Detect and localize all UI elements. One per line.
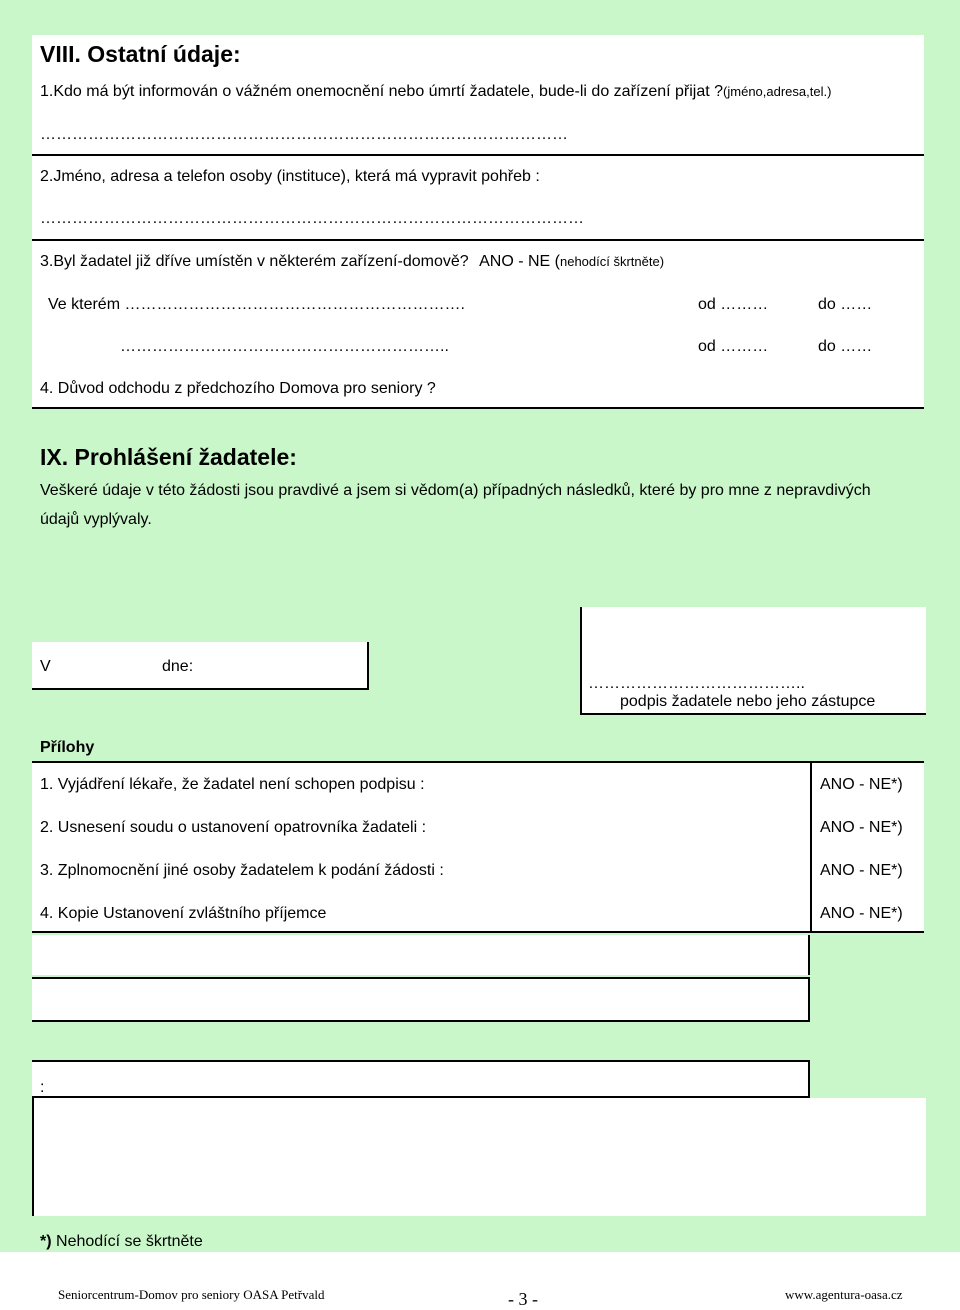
signature-line[interactable]: …………………………………..: [588, 675, 805, 692]
signature-label: podpis žadatele nebo jeho zástupce: [620, 693, 876, 710]
question-2: 2.Jméno, adresa a telefon osoby (instituce), která má vypravit pohřeb :: [40, 168, 540, 185]
blank-row-1[interactable]: [32, 935, 810, 975]
from-date-1[interactable]: od ………: [698, 296, 769, 313]
question-3-hint: nehodící škrtněte): [559, 254, 665, 269]
section-8-title: VIII. Ostatní údaje:: [40, 41, 241, 67]
question-3-text: 3.Byl žadatel již dříve umístěn v některém zařízení-domově?: [40, 253, 469, 270]
blank-row-2[interactable]: [32, 977, 810, 1022]
from-date-2[interactable]: od ………: [698, 338, 769, 355]
colon-label: :: [40, 1079, 45, 1096]
attachment-1-label: 1. Vyjádření lékaře, že žadatel není schopen podpisu :: [40, 776, 425, 793]
footnote-mark: *): [40, 1233, 52, 1250]
to-date-2[interactable]: do ……: [818, 338, 873, 355]
footnote-text: Nehodící se škrtněte: [51, 1233, 203, 1250]
attachment-2-value[interactable]: ANO - NE*): [820, 819, 903, 836]
date-label: dne:: [162, 658, 194, 675]
footer-left: Seniorcentrum-Domov pro seniory OASA Petřvald: [58, 1287, 325, 1302]
to-date-1[interactable]: do ……: [818, 296, 873, 313]
previous-facility-line-2[interactable]: ……………………………………………………..: [120, 338, 449, 355]
question-1-answer-line[interactable]: ………………………………………………………………………………………: [40, 126, 568, 143]
question-1-hint: (jméno,adresa,tel.): [723, 84, 832, 99]
place-date-box[interactable]: [32, 642, 369, 690]
question-4: 4. Důvod odchodu z předchozího Domova pro seniory ?: [40, 380, 436, 397]
declaration-line-2: údajů vyplývaly.: [40, 511, 152, 528]
attachment-2-label: 2. Usnesení soudu o ustanovení opatrovníka žadateli :: [40, 819, 427, 836]
question-3-options[interactable]: ANO - NE (: [479, 253, 560, 270]
question-3: [40, 252, 664, 272]
attachment-1-value[interactable]: ANO - NE*): [820, 776, 903, 793]
question-1-text: 1.Kdo má být informován o vážném onemocnění nebo úmrtí žadatele, bude-li do zařízení přijat ?: [40, 83, 724, 100]
question-2-answer-line[interactable]: …………………………………………………………………………………………: [40, 210, 584, 227]
section-9-title: IX. Prohlášení žadatele:: [40, 444, 297, 470]
declaration-line-1: Veškeré údaje v této žádosti jsou pravdivé a jsem si vědom(a) případných následků, které by pro mne z nepravdivých: [40, 482, 871, 499]
question-1: [40, 82, 831, 102]
attachment-4-value[interactable]: ANO - NE*): [820, 905, 903, 922]
previous-facility-line-1[interactable]: Ve kterém ……………………………………………………….: [48, 296, 465, 313]
attachment-3-value[interactable]: ANO - NE*): [820, 862, 903, 879]
notes-box[interactable]: [32, 1098, 926, 1216]
blank-row-3[interactable]: [32, 1060, 810, 1098]
page-number: - 3 -: [508, 1289, 538, 1309]
place-label: V: [40, 658, 51, 675]
attachment-3-label: 3. Zplnomocnění jiné osoby žadatelem k podání žádosti :: [40, 862, 444, 879]
attachments-title: Přílohy: [40, 739, 95, 756]
footnote: [40, 1232, 203, 1252]
footer-website[interactable]: www.agentura-oasa.cz: [785, 1287, 903, 1302]
attachment-4-label: 4. Kopie Ustanovení zvláštního příjemce: [40, 905, 327, 922]
